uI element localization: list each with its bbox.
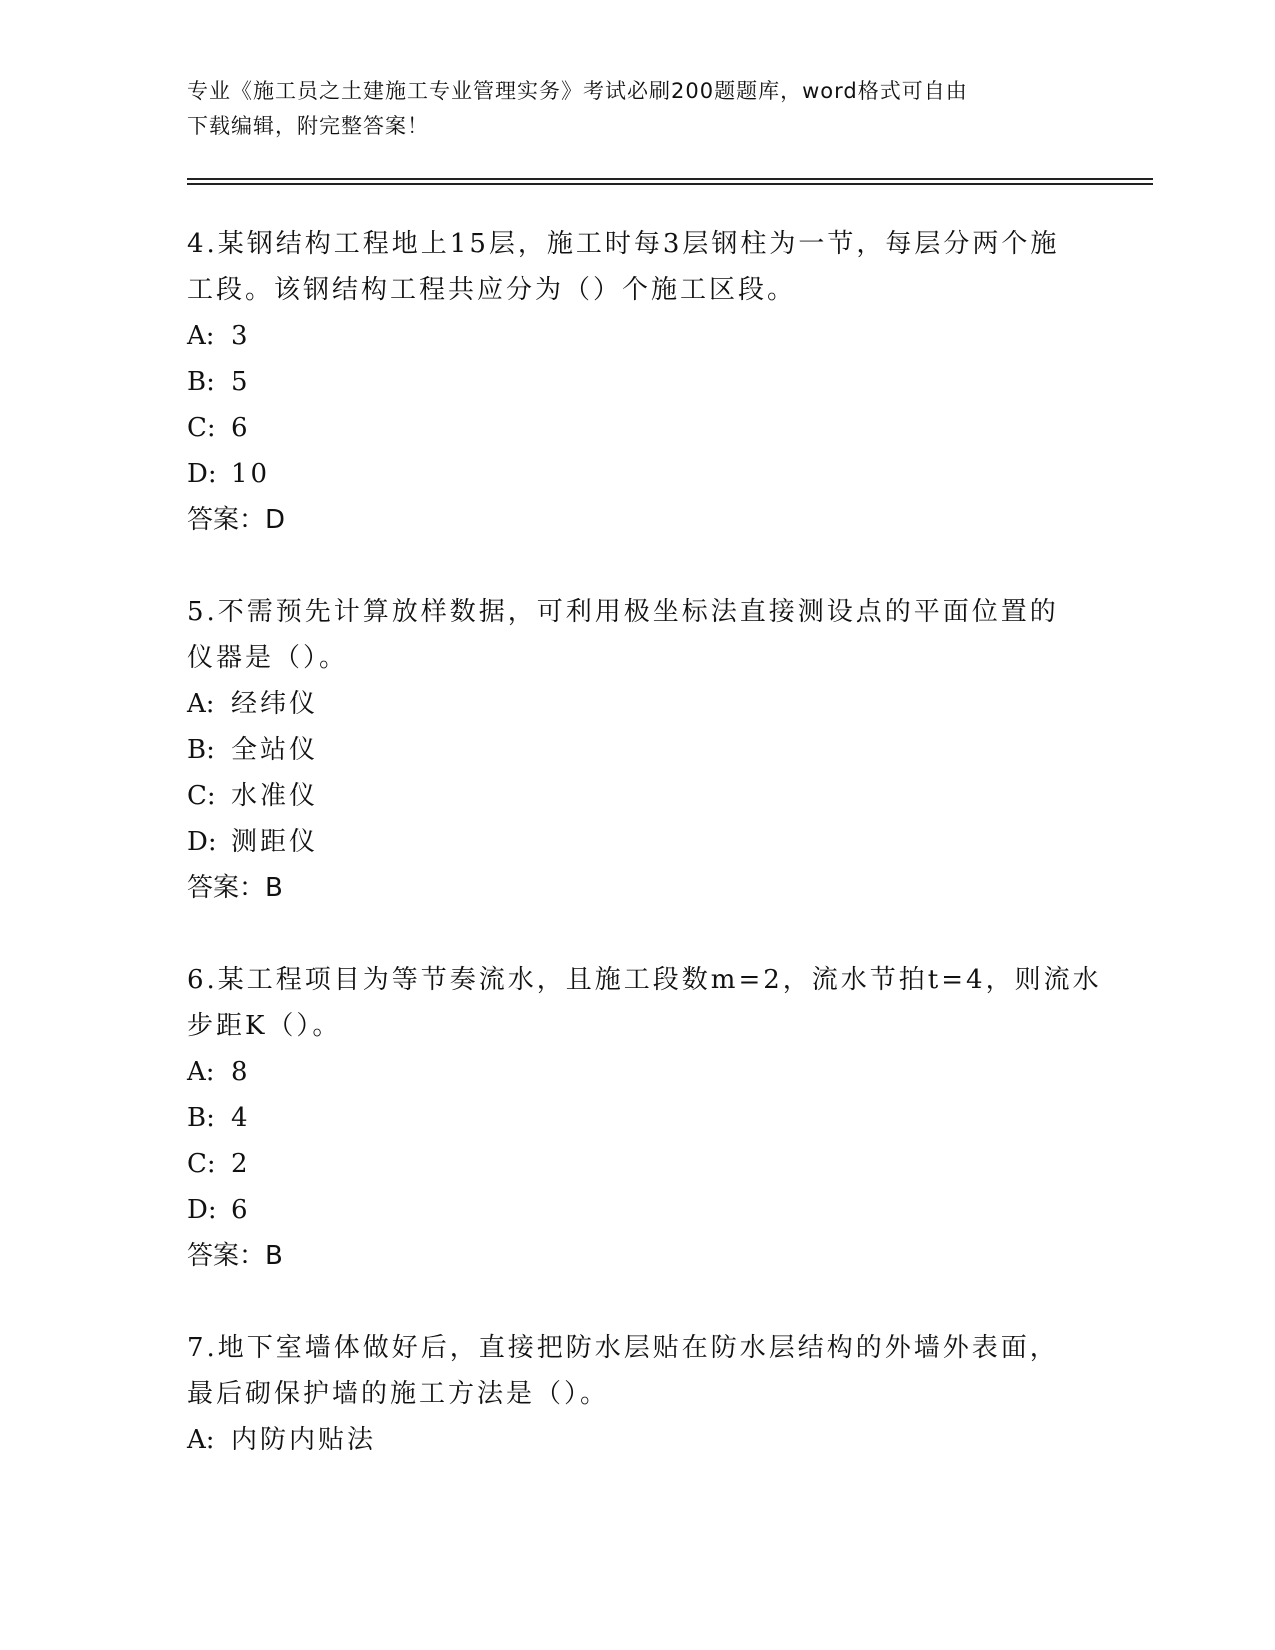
option-label: A: (187, 689, 215, 719)
option-a (187, 1049, 1087, 1095)
option-label: A: (187, 1425, 215, 1455)
header-line-1: 专业《施工员之土建施工专业管理实务》考试必刷200题题库，word格式可自由 (187, 79, 968, 103)
question-6 (187, 957, 1102, 1279)
option-d (187, 451, 1087, 497)
option-text: 水准仪 (231, 781, 319, 811)
question-stem-line: 5.不需预先计算放样数据，可利用极坐标法直接测设点的平面位置的 (187, 597, 1059, 627)
document-header (187, 74, 1067, 144)
option-label: A: (187, 321, 215, 351)
option-label: D: (187, 459, 217, 489)
option-b (187, 1095, 1087, 1141)
option-text: 全站仪 (231, 735, 319, 765)
question-stem-line: 4.某钢结构工程地上15层，施工时每3层钢柱为一节，每层分两个施 (187, 229, 1060, 259)
option-label: B: (187, 367, 215, 397)
question-7 (187, 1325, 1087, 1463)
option-text: 经纬仪 (231, 689, 319, 719)
question-stem-line: 最后砌保护墙的施工方法是（）。 (187, 1379, 610, 1409)
option-text: 5 (231, 367, 251, 397)
option-b (187, 727, 1087, 773)
option-text: 6 (231, 413, 251, 443)
option-c (187, 405, 1087, 451)
option-a (187, 1417, 1087, 1463)
option-text: 2 (231, 1149, 251, 1179)
header-line-2: 下载编辑，附完整答案！ (187, 114, 429, 138)
option-label: D: (187, 1195, 217, 1225)
question-4 (187, 221, 1087, 543)
option-label: C: (187, 1149, 216, 1179)
option-d (187, 1187, 1087, 1233)
answer: 答案：B (187, 873, 283, 903)
option-text: 测距仪 (231, 827, 319, 857)
option-label: C: (187, 781, 216, 811)
option-b (187, 359, 1087, 405)
option-c (187, 1141, 1087, 1187)
header-divider-bottom (187, 183, 1153, 185)
option-label: B: (187, 1103, 215, 1133)
option-text: 内防内贴法 (231, 1425, 377, 1455)
option-label: D: (187, 827, 217, 857)
question-stem-line: 工段。该钢结构工程共应分为（）个施工区段。 (187, 275, 797, 305)
option-label: A: (187, 1057, 215, 1087)
question-5 (187, 589, 1087, 911)
option-text: 6 (231, 1195, 251, 1225)
answer: 答案：B (187, 1241, 283, 1271)
header-divider-top (187, 178, 1153, 180)
question-stem-line: 6.某工程项目为等节奏流水，且施工段数m=2，流水节拍t=4，则流水 (187, 965, 1102, 995)
question-stem-line: 7.地下室墙体做好后，直接把防水层贴在防水层结构的外墙外表面， (187, 1333, 1059, 1363)
option-a (187, 681, 1087, 727)
option-label: C: (187, 413, 216, 443)
question-stem-line: 步距K（）。 (187, 1011, 342, 1041)
answer: 答案：D (187, 505, 286, 535)
question-stem-line: 仪器是（）。 (187, 643, 349, 673)
option-text: 10 (231, 459, 271, 489)
option-text: 3 (231, 321, 251, 351)
option-text: 4 (231, 1103, 251, 1133)
option-d (187, 819, 1087, 865)
option-text: 8 (231, 1057, 251, 1087)
option-c (187, 773, 1087, 819)
option-label: B: (187, 735, 215, 765)
option-a (187, 313, 1087, 359)
